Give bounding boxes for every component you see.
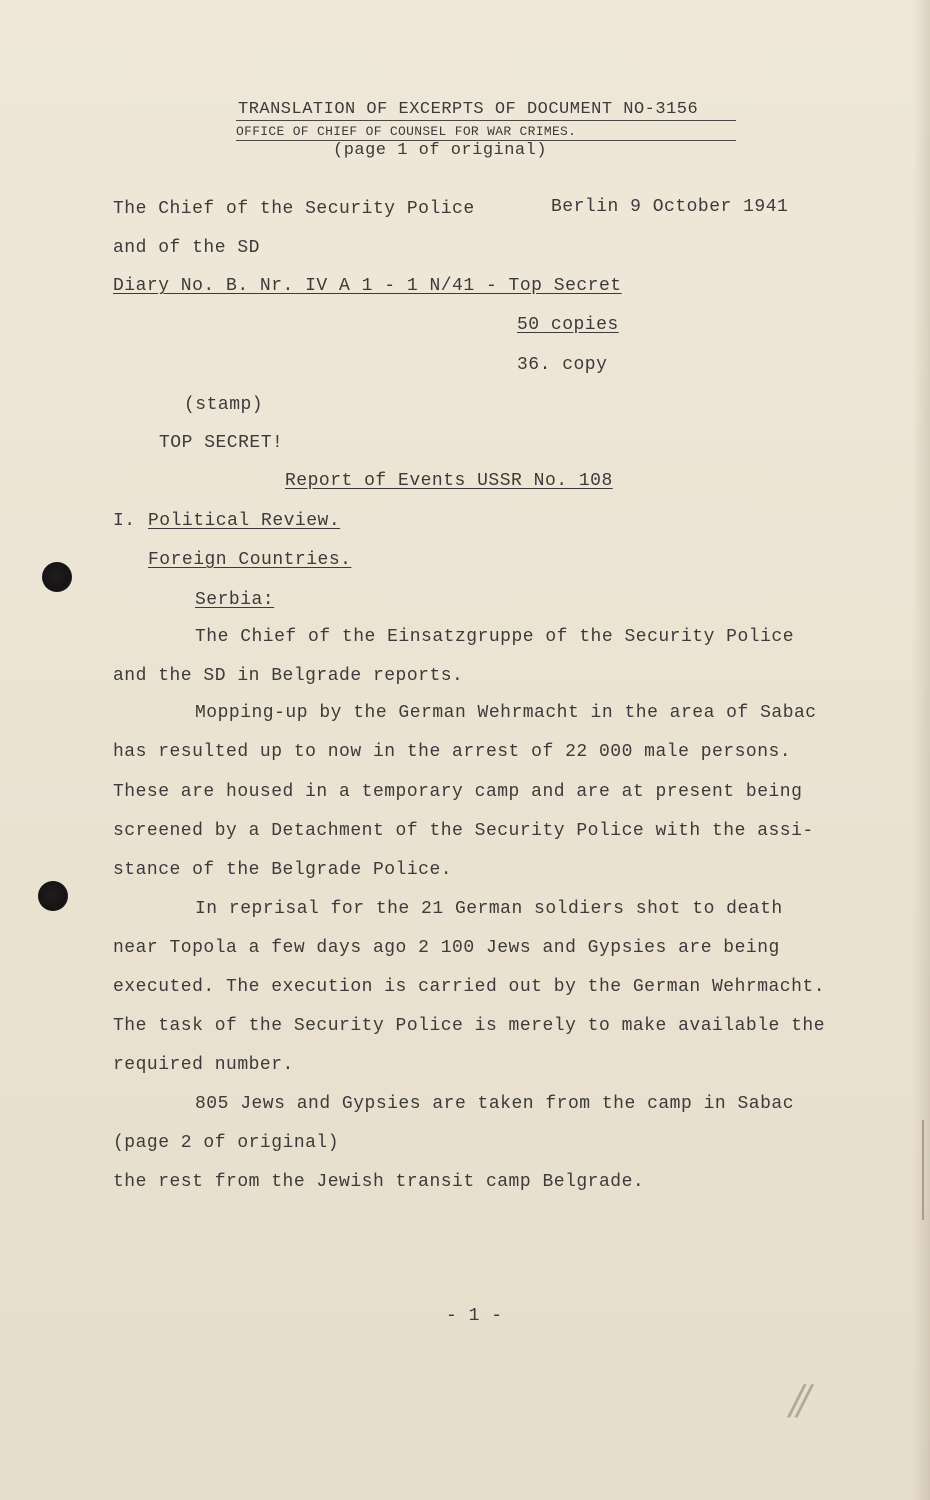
body-line: has resulted up to now in the arrest of 22 000 male persons. — [113, 742, 792, 762]
header-title: TRANSLATION OF EXCERPTS OF DOCUMENT NO-3156 — [238, 100, 699, 119]
sender-line-1: The Chief of the Security Police — [113, 199, 475, 219]
body-line: near Topola a few days ago 2 100 Jews and Gypsies are being — [113, 938, 780, 958]
body-line: Mopping-up by the German Wehrmacht in the area of Sabac — [195, 703, 817, 723]
subsection-heading: Foreign Countries. — [148, 550, 352, 570]
body-line: screened by a Detachment of the Security Police with the assi- — [113, 821, 814, 841]
copy-number: 36. copy — [517, 355, 608, 375]
page-tear — [912, 1120, 924, 1220]
body-line: stance of the Belgrade Police. — [113, 860, 453, 880]
body-line: and the SD in Belgrade reports. — [113, 666, 464, 686]
stamp-text: TOP SECRET! — [159, 433, 284, 453]
body-line: 805 Jews and Gypsies are taken from the camp in Sabac — [195, 1094, 794, 1114]
body-line: the rest from the Jewish transit camp Belgrade. — [113, 1172, 645, 1192]
page-number: - 1 - — [446, 1306, 503, 1326]
stamp-note: (stamp) — [184, 395, 264, 415]
header-office: OFFICE OF CHIEF OF COUNSEL FOR WAR CRIMES. — [236, 124, 577, 139]
body-line: These are housed in a temporary camp and are at present being — [113, 782, 803, 802]
body-line: The Chief of the Einsatzgruppe of the Security Police — [195, 627, 794, 647]
pencil-mark: // — [790, 1378, 805, 1424]
punch-hole-top — [42, 562, 72, 592]
country-heading: Serbia: — [195, 590, 275, 610]
body-line: The task of the Security Police is merely to make available the — [113, 1016, 826, 1036]
punch-hole-bottom — [38, 881, 68, 911]
copies-count: 50 copies — [517, 315, 619, 335]
sender-line-2: and of the SD — [113, 238, 260, 258]
section-number: I. — [113, 511, 136, 531]
page-edge-shadow — [912, 0, 930, 1500]
body-line: required number. — [113, 1055, 294, 1075]
body-line: In reprisal for the 21 German soldiers shot to death — [195, 899, 783, 919]
section-heading: Political Review. — [148, 511, 341, 531]
header-rule-top — [236, 120, 736, 121]
date-line: Berlin 9 October 1941 — [551, 197, 789, 217]
body-line: executed. The execution is carried out by the German Wehrmacht. — [113, 977, 826, 997]
diary-number: Diary No. B. Nr. IV A 1 - 1 N/41 - Top Secret — [113, 276, 622, 296]
report-title: Report of Events USSR No. 108 — [285, 471, 613, 491]
page-break-note: (page 2 of original) — [113, 1133, 340, 1153]
header-page-note: (page 1 of original) — [333, 141, 548, 160]
